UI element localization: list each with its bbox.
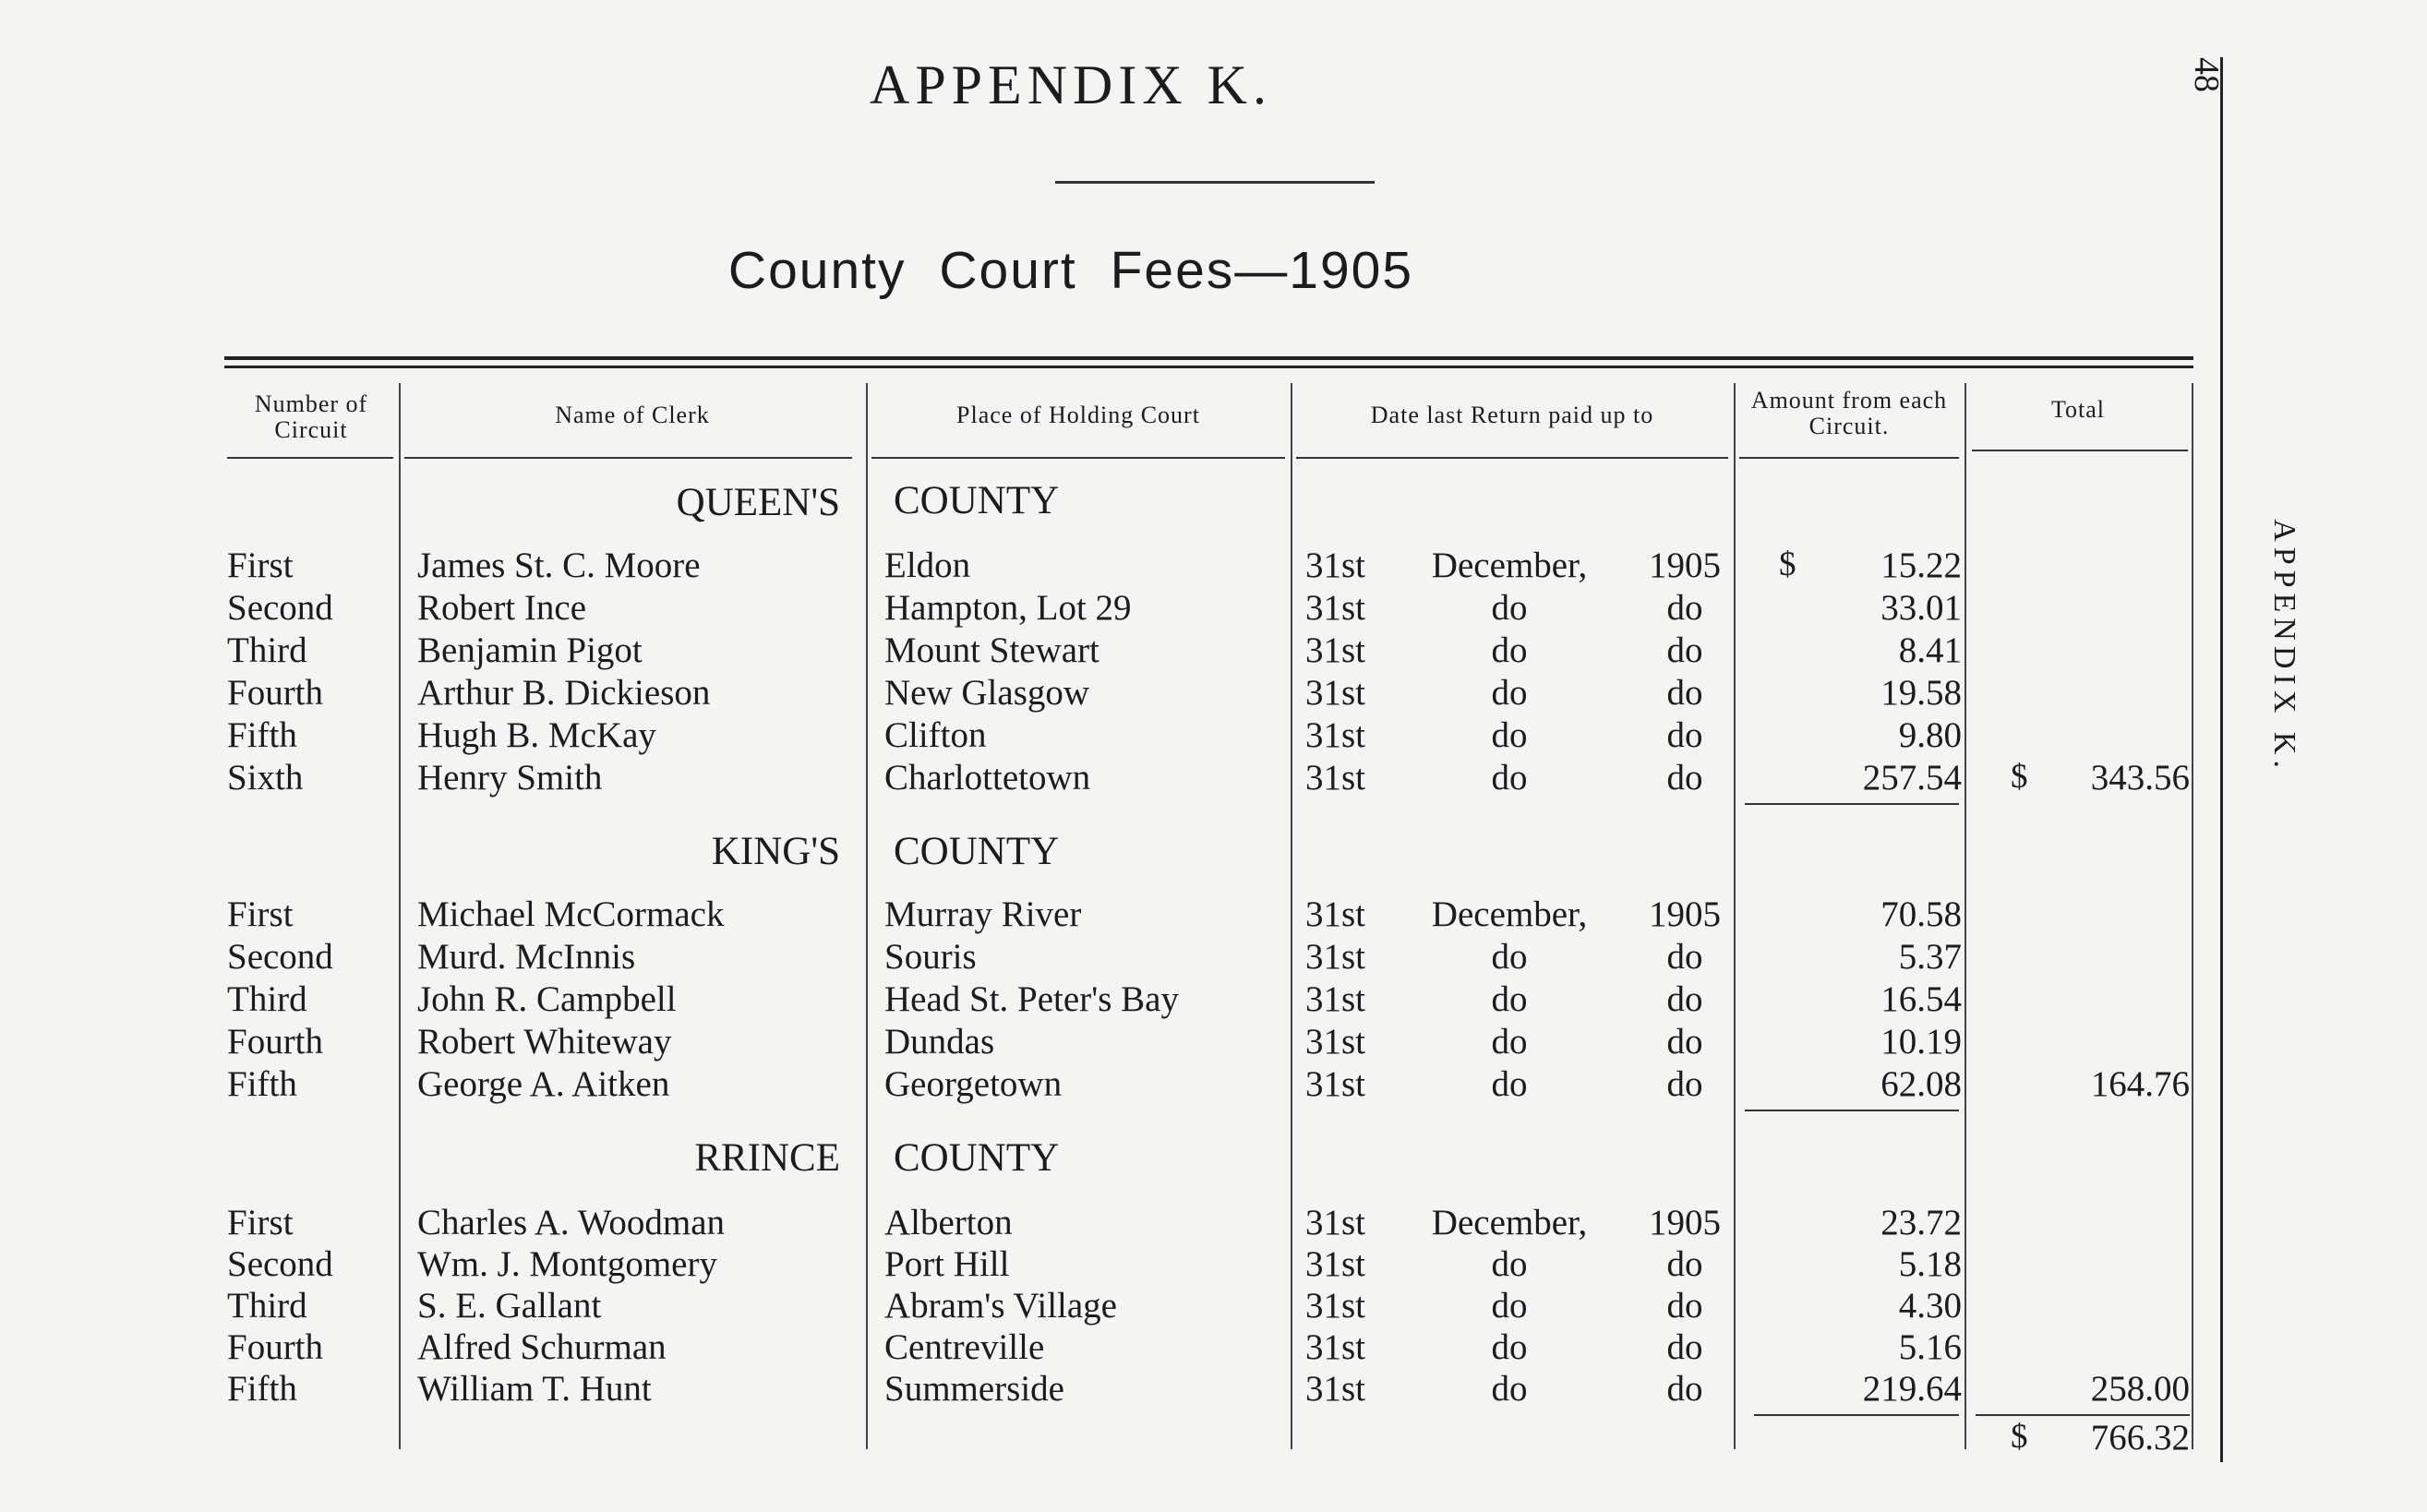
total-rule xyxy=(1976,1414,2190,1416)
circuit-number: Second xyxy=(227,1244,333,1284)
dollar-sign: $ xyxy=(2011,1418,2028,1456)
return-month: December, xyxy=(1431,546,1588,585)
return-day: 31st xyxy=(1305,1369,1366,1409)
circuit-amount: 219.64 xyxy=(1862,1369,1962,1409)
return-year: do xyxy=(1666,673,1703,713)
return-day: 31st xyxy=(1305,673,1366,713)
circuit-number: First xyxy=(227,1203,294,1242)
table-row xyxy=(0,1202,2427,1244)
circuit-amount: 9.80 xyxy=(1898,715,1962,755)
court-place: Georgetown xyxy=(884,1064,1063,1104)
clerk-name: James St. C. Moore xyxy=(417,546,701,585)
clerk-name: George A. Aitken xyxy=(417,1064,670,1104)
return-year: do xyxy=(1666,1369,1703,1409)
return-month: do xyxy=(1491,630,1528,670)
circuit-number: Third xyxy=(227,630,307,670)
court-place: Mount Stewart xyxy=(884,630,1099,670)
side-label: APPENDIX K. xyxy=(2267,519,2301,774)
county-total: 164.76 xyxy=(2090,1064,2190,1104)
header-rule xyxy=(227,457,393,459)
county-label: COUNTY xyxy=(894,1136,1060,1180)
return-day: 31st xyxy=(1305,630,1366,670)
header-place: Place of Holding Court xyxy=(956,402,1200,428)
return-day: 31st xyxy=(1305,979,1366,1019)
circuit-number: Fifth xyxy=(227,1369,297,1409)
dollar-sign: $ xyxy=(1779,546,1796,583)
circuit-number: Fourth xyxy=(227,673,324,713)
return-day: 31st xyxy=(1305,758,1366,798)
table-row xyxy=(0,1368,2427,1410)
header-rule xyxy=(1296,457,1728,459)
table-row xyxy=(0,1243,2427,1286)
clerk-name: Robert Ince xyxy=(417,588,587,628)
court-place: Souris xyxy=(884,937,977,977)
county-total: 258.00 xyxy=(2090,1369,2190,1409)
clerk-name: Robert Whiteway xyxy=(417,1022,672,1062)
table-row xyxy=(0,1285,2427,1327)
table-top-rule xyxy=(224,356,2193,360)
circuit-number: Third xyxy=(227,979,307,1019)
grand-total: 766.32 xyxy=(2090,1418,2190,1458)
circuit-amount: 33.01 xyxy=(1880,588,1962,628)
return-month: do xyxy=(1491,1244,1528,1284)
return-month: do xyxy=(1491,673,1528,713)
return-day: 31st xyxy=(1305,715,1366,755)
return-year: 1905 xyxy=(1649,894,1721,934)
court-place: Clifton xyxy=(884,715,987,755)
circuit-amount: 5.18 xyxy=(1898,1244,1962,1284)
table-row xyxy=(0,978,2427,1021)
circuit-amount: 16.54 xyxy=(1880,979,1962,1019)
court-place: Dundas xyxy=(884,1022,995,1062)
clerk-name: Henry Smith xyxy=(417,758,603,798)
return-year: 1905 xyxy=(1649,546,1721,585)
court-place: New Glasgow xyxy=(884,673,1090,713)
circuit-amount: 23.72 xyxy=(1880,1203,1962,1242)
clerk-name: William T. Hunt xyxy=(417,1369,652,1409)
return-day: 31st xyxy=(1305,1244,1366,1284)
return-day: 31st xyxy=(1305,937,1366,977)
court-place: Hampton, Lot 29 xyxy=(884,588,1132,628)
table-row xyxy=(0,1063,2427,1106)
circuit-number: Fourth xyxy=(227,1022,324,1062)
clerk-name: Alfred Schurman xyxy=(417,1327,667,1367)
county-total: 343.56 xyxy=(2090,758,2190,798)
return-day: 31st xyxy=(1305,894,1366,934)
return-year: do xyxy=(1666,937,1703,977)
circuit-amount: 4.30 xyxy=(1898,1286,1962,1326)
return-month: do xyxy=(1491,1022,1528,1062)
circuit-number: Third xyxy=(227,1286,307,1326)
return-year: do xyxy=(1666,715,1703,755)
circuit-amount: 19.58 xyxy=(1880,673,1962,713)
return-day: 31st xyxy=(1305,1327,1366,1367)
return-month: do xyxy=(1491,937,1528,977)
clerk-name: Wm. J. Montgomery xyxy=(417,1244,717,1284)
return-month: December, xyxy=(1431,1203,1588,1242)
circuit-amount: 62.08 xyxy=(1880,1064,1962,1104)
table-row xyxy=(0,757,2427,799)
county-name: QUEEN'S xyxy=(676,481,840,524)
circuit-amount: 10.19 xyxy=(1880,1022,1962,1062)
return-month: do xyxy=(1491,1327,1528,1367)
table-row xyxy=(0,1326,2427,1369)
return-month: do xyxy=(1491,588,1528,628)
clerk-name: S. E. Gallant xyxy=(417,1286,602,1326)
header-rule xyxy=(1972,450,2188,451)
clerk-name: Murd. McInnis xyxy=(417,937,636,977)
table-row xyxy=(0,1021,2427,1063)
circuit-number: Fourth xyxy=(227,1327,324,1367)
circuit-amount: 70.58 xyxy=(1880,894,1962,934)
circuit-amount: 257.54 xyxy=(1862,758,1962,798)
return-year: do xyxy=(1666,1244,1703,1284)
clerk-name: Charles A. Woodman xyxy=(417,1203,726,1242)
return-year: 1905 xyxy=(1649,1203,1721,1242)
return-year: do xyxy=(1666,1286,1703,1326)
return-month: do xyxy=(1491,1286,1528,1326)
county-label: COUNTY xyxy=(894,479,1060,522)
header-rule xyxy=(1739,457,1959,459)
return-day: 31st xyxy=(1305,1286,1366,1326)
circuit-number: Fifth xyxy=(227,1064,297,1104)
circuit-number: Fifth xyxy=(227,715,297,755)
dollar-sign: $ xyxy=(2011,758,2028,796)
table-row xyxy=(0,587,2427,630)
circuit-number: First xyxy=(227,894,294,934)
circuit-amount: 5.16 xyxy=(1898,1327,1962,1367)
clerk-name: John R. Campbell xyxy=(417,979,677,1019)
subtotal-rule xyxy=(1745,803,1959,805)
circuit-number: Sixth xyxy=(227,758,304,798)
return-year: do xyxy=(1666,758,1703,798)
header-date: Date last Return paid up to xyxy=(1370,402,1654,428)
return-year: do xyxy=(1666,979,1703,1019)
return-month: December, xyxy=(1431,894,1588,934)
court-place: Alberton xyxy=(884,1203,1013,1242)
court-place: Eldon xyxy=(884,546,971,585)
table-row xyxy=(0,630,2427,672)
appendix-title: APPENDIX K. xyxy=(869,54,1273,115)
page-subtitle: County Court Fees—1905 xyxy=(727,241,1414,300)
table-row xyxy=(0,894,2427,936)
court-place: Murray River xyxy=(884,894,1082,934)
county-name: KING'S xyxy=(711,830,840,873)
header-amount: Amount from each Circuit. xyxy=(1750,387,1948,439)
county-label: COUNTY xyxy=(894,830,1060,873)
return-year: do xyxy=(1666,630,1703,670)
header-circuit: Number of Circuit xyxy=(254,390,368,443)
court-place: Head St. Peter's Bay xyxy=(884,979,1179,1019)
return-year: do xyxy=(1666,1327,1703,1367)
court-place: Charlottetown xyxy=(884,758,1091,798)
return-year: do xyxy=(1666,588,1703,628)
return-day: 31st xyxy=(1305,1064,1366,1104)
circuit-number: Second xyxy=(227,937,333,977)
return-day: 31st xyxy=(1305,546,1366,585)
return-day: 31st xyxy=(1305,1022,1366,1062)
clerk-name: Hugh B. McKay xyxy=(417,715,656,755)
circuit-number: First xyxy=(227,546,294,585)
header-rule xyxy=(871,457,1285,459)
clerk-name: Michael McCormack xyxy=(417,894,725,934)
table-row xyxy=(0,936,2427,978)
table-row xyxy=(0,672,2427,714)
clerk-name: Benjamin Pigot xyxy=(417,630,643,670)
county-name: RRINCE xyxy=(694,1136,840,1180)
return-month: do xyxy=(1491,1369,1528,1409)
return-year: do xyxy=(1666,1022,1703,1062)
return-month: do xyxy=(1491,715,1528,755)
title-rule xyxy=(1055,181,1375,184)
circuit-amount: 5.37 xyxy=(1898,937,1962,977)
subtotal-rule xyxy=(1754,1414,1959,1416)
return-year: do xyxy=(1666,1064,1703,1104)
return-month: do xyxy=(1491,979,1528,1019)
circuit-amount: 15.22 xyxy=(1880,546,1962,585)
subtotal-rule xyxy=(1745,1110,1959,1111)
table-top-rule-inner xyxy=(224,366,2193,368)
table-row xyxy=(0,714,2427,757)
circuit-number: Second xyxy=(227,588,333,628)
page-number: 48 xyxy=(2187,57,2226,92)
header-total: Total xyxy=(2050,396,2106,423)
return-month: do xyxy=(1491,1064,1528,1104)
return-day: 31st xyxy=(1305,1203,1366,1242)
court-place: Abram's Village xyxy=(884,1286,1117,1326)
clerk-name: Arthur B. Dickieson xyxy=(417,673,711,713)
court-place: Summerside xyxy=(884,1369,1064,1409)
court-place: Centreville xyxy=(884,1327,1045,1367)
header-clerk: Name of Clerk xyxy=(555,402,710,428)
return-month: do xyxy=(1491,758,1528,798)
circuit-amount: 8.41 xyxy=(1898,630,1962,670)
return-day: 31st xyxy=(1305,588,1366,628)
header-rule xyxy=(404,457,852,459)
table-row xyxy=(0,545,2427,587)
court-place: Port Hill xyxy=(884,1244,1010,1284)
